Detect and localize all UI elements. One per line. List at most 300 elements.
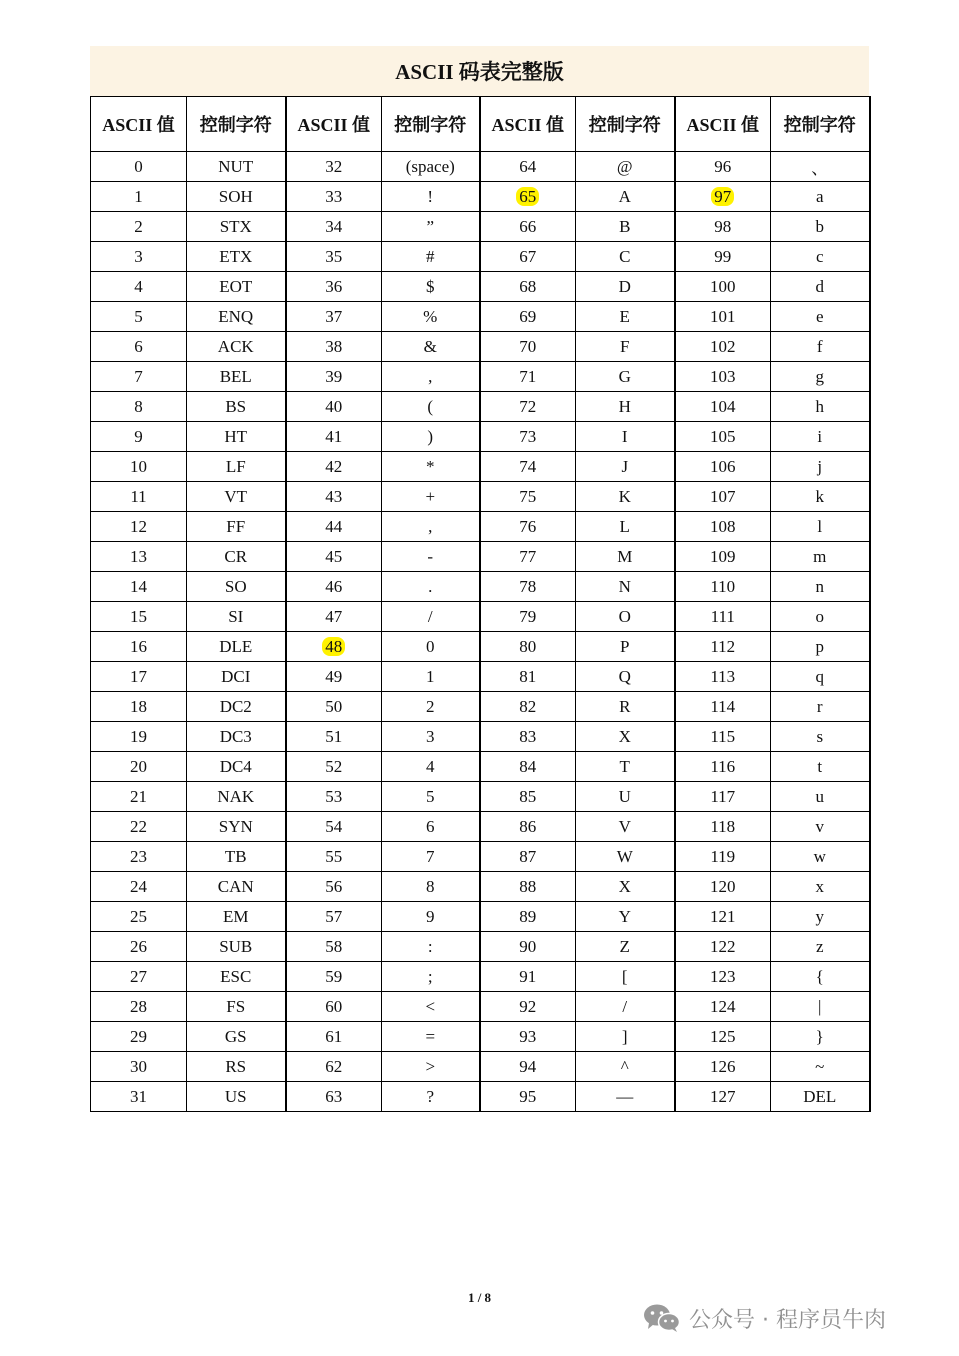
character-cell [187,932,286,962]
ascii-value-cell [91,632,187,662]
character-cell [382,392,480,422]
cell-text: 23 [130,846,147,866]
ascii-value-cell [675,782,771,812]
cell-text: ; [427,966,433,986]
cell-text: 19 [130,726,147,746]
cell-text: . [428,576,433,596]
character-cell [187,662,286,692]
character-cell [771,632,870,662]
character-cell [771,392,870,422]
cell-text: EM [223,906,249,926]
character-cell [576,722,675,752]
character-cell [382,272,480,302]
ascii-value-cell [480,182,576,212]
highlighted-value: 65 [516,187,539,206]
character-cell [771,152,870,182]
cell-text: M [617,546,633,566]
character-cell [187,902,286,932]
table-row [91,782,870,812]
character-cell [771,272,870,302]
ascii-value-cell [91,872,187,902]
cell-text: } [815,1026,824,1046]
character-cell [187,152,286,182]
cell-text: X [618,876,631,896]
column-header: ASCII 值 [286,97,382,152]
cell-text: CR [224,546,248,566]
ascii-value-cell [675,422,771,452]
cell-text: DC4 [219,756,252,776]
character-cell [576,1082,675,1112]
cell-text: DC2 [219,696,252,716]
table-row [91,632,870,662]
cell-text: 66 [519,216,537,236]
ascii-value-cell [286,422,382,452]
cell-text: 82 [519,696,537,716]
character-cell [771,452,870,482]
character-cell [382,572,480,602]
character-cell [771,242,870,272]
cell-text: / [427,606,433,626]
cell-text: L [619,516,630,536]
ascii-value-cell [675,662,771,692]
cell-text: 25 [130,906,147,926]
column-header: 控制字符 [576,97,675,152]
character-cell [576,152,675,182]
cell-text: SI [228,606,244,626]
ascii-value-cell [480,782,576,812]
ascii-value-cell [91,692,187,722]
cell-text: 96 [714,156,732,176]
cell-text: f [816,336,823,356]
ascii-value-cell [286,902,382,932]
cell-text: y [815,906,824,926]
cell-text: I [621,426,628,446]
ascii-value-cell [91,452,187,482]
character-cell [382,1052,480,1082]
cell-text: ESC [220,966,252,986]
cell-text: 87 [519,846,537,866]
character-cell [187,212,286,242]
cell-text: # [426,246,435,266]
cell-text: 121 [710,906,736,926]
column-header: 控制字符 [187,97,286,152]
character-cell [382,1022,480,1052]
character-cell [576,212,675,242]
cell-text: 61 [325,1026,343,1046]
ascii-value-cell [675,1052,771,1082]
character-cell [771,662,870,692]
cell-text: & [423,336,437,356]
ascii-value-cell [286,242,382,272]
ascii-value-cell [480,1082,576,1112]
cell-text: n [815,576,824,596]
cell-text: ( [427,396,434,416]
table-body [91,152,870,1112]
ascii-value-cell [675,242,771,272]
ascii-value-cell [91,902,187,932]
cell-text: 41 [325,426,343,446]
cell-text: 21 [130,786,147,806]
cell-text: $ [426,276,435,296]
ascii-value-cell [480,242,576,272]
cell-text: 64 [519,156,537,176]
cell-text: 55 [325,846,343,866]
cell-text: STX [219,216,252,236]
cell-text: 109 [710,546,736,566]
table-row [91,872,870,902]
ascii-value-cell [675,872,771,902]
cell-text: C [619,246,631,266]
cell-text: 93 [519,1026,537,1046]
character-cell [382,632,480,662]
cell-text: 106 [710,456,736,476]
ascii-value-cell [480,932,576,962]
ascii-value-cell [480,362,576,392]
cell-text: BS [225,396,247,416]
cell-text: Z [619,936,630,956]
ascii-value-cell [91,752,187,782]
character-cell [382,782,480,812]
cell-text: p [815,636,824,656]
cell-text: Q [618,666,631,686]
ascii-value-cell [675,542,771,572]
character-cell [576,362,675,392]
character-cell [382,302,480,332]
cell-text: 79 [519,606,537,626]
cell-text: 60 [325,996,343,1016]
ascii-value-cell [480,212,576,242]
ascii-value-cell [675,152,771,182]
ascii-value-cell [91,572,187,602]
cell-text: h [815,396,824,416]
ascii-value-cell [91,362,187,392]
character-cell [576,542,675,572]
cell-text: 100 [710,276,736,296]
cell-text: 125 [710,1026,736,1046]
cell-text: DC3 [219,726,252,746]
cell-text: 9 [426,906,435,926]
table-row [91,362,870,392]
character-cell [187,392,286,422]
ascii-value-cell [675,602,771,632]
ascii-value-cell [675,842,771,872]
cell-text: 24 [130,876,147,896]
character-cell [382,992,480,1022]
ascii-value-cell [91,662,187,692]
ascii-value-cell [480,452,576,482]
cell-text: v [815,816,824,836]
character-cell [187,482,286,512]
cell-text: 81 [519,666,537,686]
cell-text: 85 [519,786,537,806]
cell-text: @ [616,156,633,176]
cell-text: 123 [710,966,736,986]
character-cell [187,812,286,842]
character-cell [187,512,286,542]
cell-text: 63 [325,1086,343,1106]
ascii-value-cell [286,302,382,332]
ascii-value-cell [675,182,771,212]
ascii-value-cell [286,812,382,842]
character-cell [187,992,286,1022]
character-cell [382,182,480,212]
table-row [91,1052,870,1082]
cell-text: 88 [519,876,537,896]
ascii-value-cell [675,902,771,932]
character-cell [382,452,480,482]
table-row [91,152,870,182]
cell-text: HT [224,426,248,446]
cell-text: 11 [130,486,147,506]
column-header: 控制字符 [382,97,480,152]
cell-text: 75 [519,486,537,506]
cell-text: US [224,1086,247,1106]
ascii-value-cell [480,392,576,422]
character-cell [187,572,286,602]
ascii-value-cell [675,392,771,422]
cell-text: b [815,216,824,236]
cell-text: 127 [710,1086,736,1106]
cell-text: ENQ [218,306,254,326]
ascii-value-cell [91,1082,187,1112]
cell-text: m [813,546,827,566]
cell-text: ETX [219,246,253,266]
cell-text: 29 [130,1026,147,1046]
cell-text: 6 [134,336,143,356]
cell-text: (space) [405,156,455,176]
watermark [643,1300,886,1336]
character-cell [187,722,286,752]
character-cell [771,482,870,512]
cell-text: G [618,366,631,386]
cell-text: CAN [217,876,254,896]
character-cell [382,962,480,992]
character-cell [576,1022,675,1052]
cell-text: 26 [130,936,147,956]
cell-text: 72 [519,396,537,416]
cell-text: 0 [134,156,143,176]
ascii-value-cell [675,272,771,302]
character-cell [382,872,480,902]
ascii-value-cell [675,512,771,542]
cell-text: 119 [710,846,736,866]
character-cell [576,512,675,542]
table-row [91,752,870,782]
cell-text: 84 [519,756,537,776]
cell-text: R [619,696,631,716]
cell-text: 117 [710,786,736,806]
ascii-value-cell [286,932,382,962]
cell-text: 37 [325,306,343,326]
ascii-value-cell [91,812,187,842]
cell-text: 105 [710,426,736,446]
ascii-value-cell [91,842,187,872]
character-cell [382,1082,480,1112]
cell-text: W [616,846,633,866]
cell-text: 68 [519,276,537,296]
character-cell [771,992,870,1022]
cell-text: ~ [815,1056,825,1076]
character-cell [771,572,870,602]
character-cell [187,302,286,332]
cell-text: GS [224,1026,247,1046]
cell-text: ^ [620,1056,629,1076]
ascii-value-cell [286,782,382,812]
ascii-value-cell [286,332,382,362]
cell-text: 126 [710,1056,736,1076]
cell-text: i [817,426,823,446]
character-cell [382,662,480,692]
cell-text: V [618,816,631,836]
character-cell [771,182,870,212]
ascii-value-cell [480,692,576,722]
character-cell [382,692,480,722]
cell-text: 112 [710,636,736,656]
cell-text: 104 [710,396,736,416]
watermark-text: 公众号 · 程序员牛肉 [689,1307,886,1333]
cell-text: 49 [325,666,343,686]
ascii-value-cell [286,272,382,302]
character-cell [771,752,870,782]
ascii-value-cell [675,332,771,362]
highlighted-value: 48 [322,637,345,656]
cell-text: 22 [130,816,147,836]
ascii-value-cell [480,542,576,572]
cell-text: 20 [130,756,147,776]
table-row [91,302,870,332]
character-cell [576,572,675,602]
ascii-value-cell [480,722,576,752]
character-cell [771,332,870,362]
ascii-value-cell [480,152,576,182]
table-row [91,662,870,692]
character-cell [576,872,675,902]
ascii-value-cell [91,182,187,212]
cell-text: D [618,276,631,296]
cell-text: s [816,726,824,746]
table-header-row [91,97,870,152]
character-cell [382,422,480,452]
character-cell [382,932,480,962]
character-cell [187,692,286,722]
ascii-value-cell [91,272,187,302]
character-cell [771,362,870,392]
cell-text: 108 [710,516,736,536]
ascii-value-cell [675,572,771,602]
cell-text: 69 [519,306,537,326]
ascii-value-cell [286,842,382,872]
character-cell [382,332,480,362]
character-cell [382,362,480,392]
cell-text: B [619,216,631,236]
character-cell [382,902,480,932]
cell-text: > [425,1056,436,1076]
cell-text: 103 [710,366,736,386]
character-cell [187,602,286,632]
ascii-value-cell [286,722,382,752]
table-row [91,692,870,722]
ascii-value-cell [480,272,576,302]
ascii-value-cell [91,1052,187,1082]
cell-text: * [426,456,435,476]
ascii-value-cell [480,752,576,782]
character-cell [771,692,870,722]
character-cell [187,182,286,212]
ascii-value-cell [286,362,382,392]
ascii-value-cell [286,542,382,572]
cell-text: 8 [134,396,143,416]
cell-text: SUB [219,936,253,956]
character-cell [771,1022,870,1052]
character-cell [382,722,480,752]
character-cell [576,992,675,1022]
table-row [91,242,870,272]
table-row [91,932,870,962]
ascii-value-cell [480,992,576,1022]
cell-text: 、 [811,159,829,178]
character-cell [382,512,480,542]
ascii-value-cell [286,512,382,542]
cell-text: E [619,306,630,326]
ascii-value-cell [675,992,771,1022]
cell-text: 6 [426,816,435,836]
cell-text: 4 [134,276,143,296]
character-cell [382,542,480,572]
ascii-value-cell [91,152,187,182]
character-cell [576,812,675,842]
cell-text: 94 [519,1056,537,1076]
cell-text: 36 [325,276,343,296]
ascii-value-cell [286,692,382,722]
table-row [91,452,870,482]
cell-text: 73 [519,426,537,446]
cell-text: , [428,366,433,386]
ascii-value-cell [91,422,187,452]
character-cell [576,1052,675,1082]
character-cell [382,152,480,182]
cell-text: < [425,996,436,1016]
cell-text: TB [224,846,247,866]
wechat-icon [643,1303,681,1333]
ascii-value-cell [286,572,382,602]
character-cell [771,602,870,632]
column-header: ASCII 值 [675,97,771,152]
table-row [91,392,870,422]
cell-text: 4 [426,756,435,776]
character-cell [576,752,675,782]
ascii-value-cell [480,332,576,362]
cell-text: SYN [218,816,253,836]
character-cell [771,812,870,842]
cell-text: ! [427,186,434,206]
cell-text: 28 [130,996,147,1016]
cell-text: 12 [130,516,147,536]
cell-text: x [815,876,824,896]
cell-text: + [425,486,436,506]
ascii-value-cell [91,992,187,1022]
character-cell [187,362,286,392]
character-cell [576,242,675,272]
cell-text: ACK [217,336,254,356]
cell-text: DCI [221,666,251,686]
cell-text: 5 [426,786,435,806]
cell-text: 124 [710,996,736,1016]
cell-text: O [618,606,631,626]
character-cell [187,842,286,872]
cell-text: 67 [519,246,537,266]
cell-text: 13 [130,546,147,566]
ascii-value-cell [286,392,382,422]
